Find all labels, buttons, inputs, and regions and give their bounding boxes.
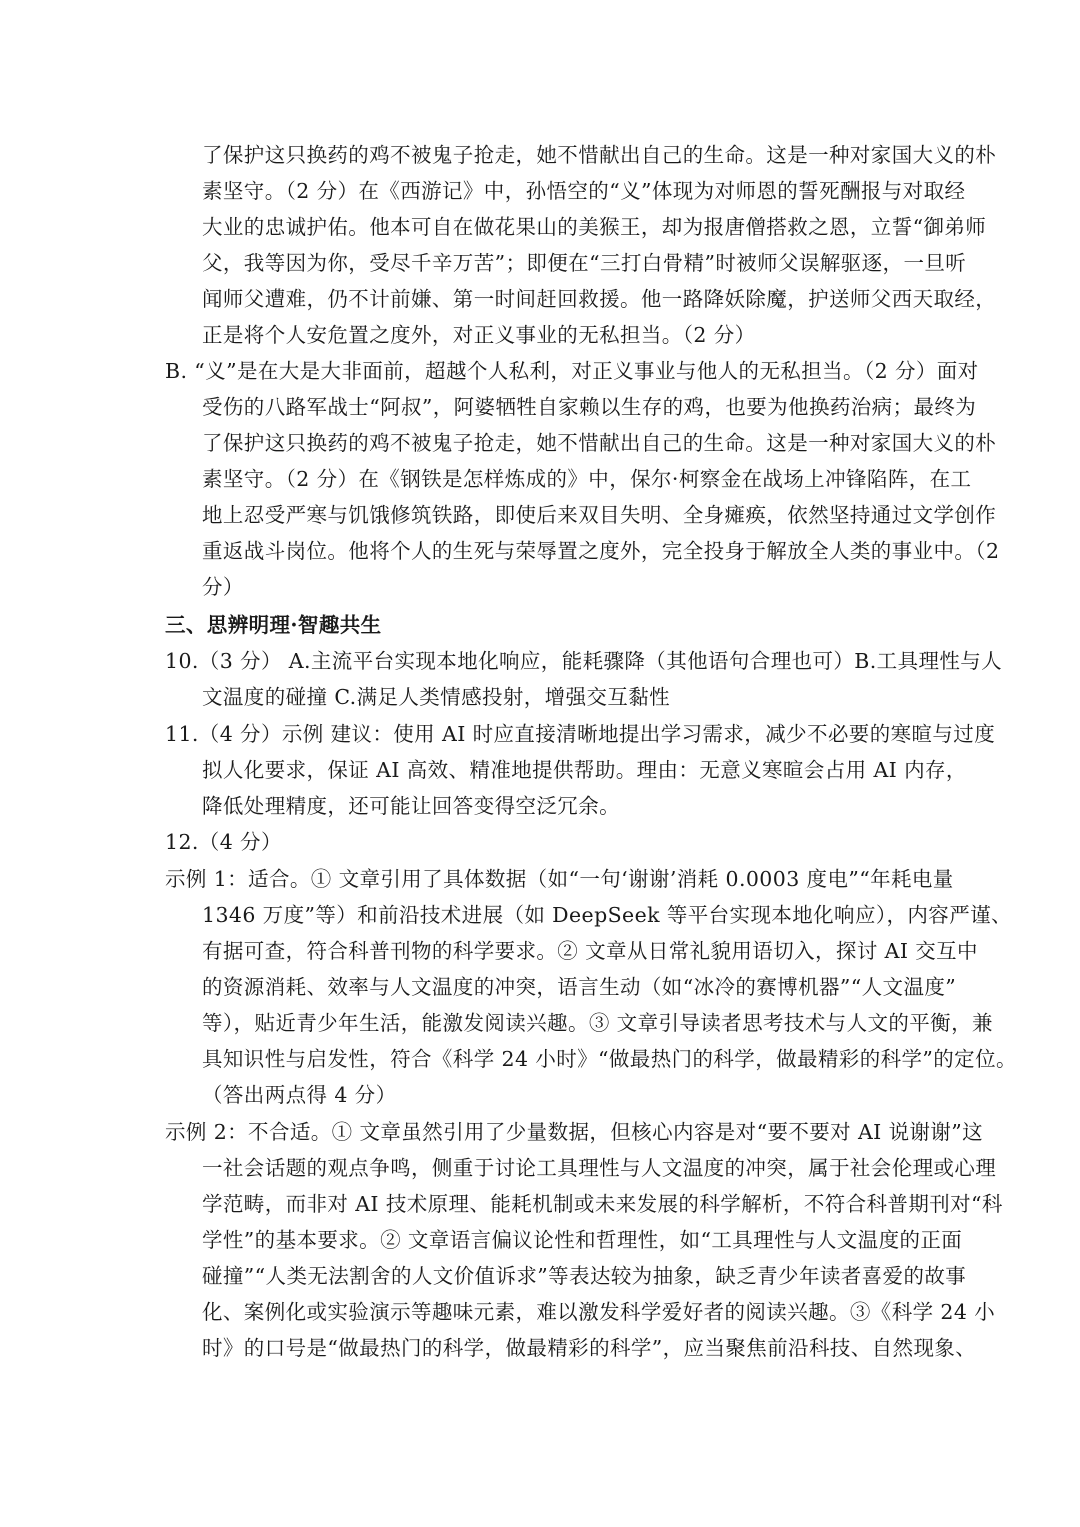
text-line: 碰撞”“人类无法割舍的人文价值诉求”等表达较为抽象，缺乏青少年读者喜爱的故事 xyxy=(202,1264,967,1288)
text-line: 受伤的八路军战士“阿叔”，阿婆牺牲自家赖以生存的鸡，也要为他换药治病；最终为 xyxy=(202,395,977,419)
text-line: 示例 2：不合适。① 文章虽然引用了少量数据，但核心内容是对“要不要对 AI 说谢谢”这 xyxy=(165,1120,984,1144)
text-line: 10.（3 分） A.主流平台实现本地化响应，能耗骤降（其他语句合理也可）B.工具理性与人 xyxy=(165,649,1003,673)
text-line: 父，我等因为你，受尽千辛万苦”；即便在“三打白骨精”时被师父误解驱逐，一旦听 xyxy=(202,251,967,275)
text-line: 11.（4 分）示例 建议：使用 AI 时应直接清晰地提出学习需求，减少不必要的寒暄与过度 xyxy=(165,722,996,746)
text-line: 了保护这只换药的鸡不被鬼子抢走，她不惜献出自己的生命。这是一种对家国大义的朴 xyxy=(202,431,997,455)
text-line: 学范畴，而非对 AI 技术原理、能耗机制或未来发展的科学解析，不符合科普期刊对“科 xyxy=(202,1192,1003,1216)
text-line: 1346 万度”等）和前沿技术进展（如 DeepSeek 等平台实现本地化响应），内容严谨、 xyxy=(202,903,1012,927)
text-line: 闻师父遭难，仍不计前嫌、第一时间赶回救援。他一路降妖除魔，护送师父西天取经， xyxy=(202,287,997,311)
text-line: 12.（4 分） xyxy=(165,830,282,854)
text-line: 时》的口号是“做最热门的科学，做最精彩的科学”，应当聚焦前沿科技、自然现象、 xyxy=(202,1336,977,1360)
text-line: 具知识性与启发性，符合《科学 24 小时》“做最热门的科学，做最精彩的科学”的定位。 xyxy=(202,1047,1017,1071)
text-line: （答出两点得 4 分） xyxy=(202,1083,397,1107)
text-line: 素坚守。（2 分）在《西游记》中，孙悟空的“义”体现为对师恩的誓死酬报与对取经 xyxy=(202,179,966,203)
text-line: 分） xyxy=(202,575,244,599)
text-line: 素坚守。（2 分）在《钢铁是怎样炼成的》中，保尔·柯察金在战场上冲锋陷阵，在工 xyxy=(202,467,972,491)
text-line: 重返战斗岗位。他将个人的生死与荣辱置之度外，完全投身于解放全人类的事业中。（2 xyxy=(202,539,1000,563)
text-line: 的资源消耗、效率与人文温度的冲突，语言生动（如“冰冷的赛博机器”“人文温度” xyxy=(202,975,957,999)
text-line: 化、案例化或实验演示等趣味元素，难以激发科学爱好者的阅读兴趣。③《科学 24 小 xyxy=(202,1300,996,1324)
text-line: 等），贴近青少年生活，能激发阅读兴趣。③ 文章引导读者思考技术与人文的平衡，兼 xyxy=(202,1011,993,1035)
text-line: 一社会话题的观点争鸣，侧重于讨论工具理性与人文温度的冲突，属于社会伦理或心理 xyxy=(202,1156,997,1180)
text-line: B. “义”是在大是大非面前，超越个人私利，对正义事业与他人的无私担当。（2 分）面对 xyxy=(165,359,979,383)
text-line: 地上忍受严寒与饥饿修筑铁路，即使后来双目失明、全身瘫痪，依然坚持通过文学创作 xyxy=(202,503,997,527)
text-line: 了保护这只换药的鸡不被鬼子抢走，她不惜献出自己的生命。这是一种对家国大义的朴 xyxy=(202,143,997,167)
text-line: 学性”的基本要求。② 文章语言偏议论性和哲理性，如“工具理性与人文温度的正面 xyxy=(202,1228,963,1252)
text-line: 降低处理精度，还可能让回答变得空泛冗余。 xyxy=(202,794,620,818)
text-line: 有据可查，符合科普刊物的科学要求。② 文章从日常礼貌用语切入，探讨 AI 交互中 xyxy=(202,939,978,963)
text-line: 拟人化要求，保证 AI 高效、精准地提供帮助。理由：无意义寒暄会占用 AI 内存， xyxy=(202,758,967,782)
section-heading: 三、思辨明理·智趣共生 xyxy=(165,613,382,637)
text-line: 大业的忠诚护佑。他本可自在做花果山的美猴王，却为报唐僧搭救之恩，立誓“御弟师 xyxy=(202,215,987,239)
text-line: 文温度的碰撞 C.满足人类情感投射，增强交互黏性 xyxy=(202,685,671,709)
text-line: 示例 1：适合。① 文章引用了具体数据（如“一句‘谢谢’消耗 0.0003 度电”“年耗电量 xyxy=(165,867,954,891)
text-line: 正是将个人安危置之度外，对正义事业的无私担当。（2 分） xyxy=(202,323,756,347)
